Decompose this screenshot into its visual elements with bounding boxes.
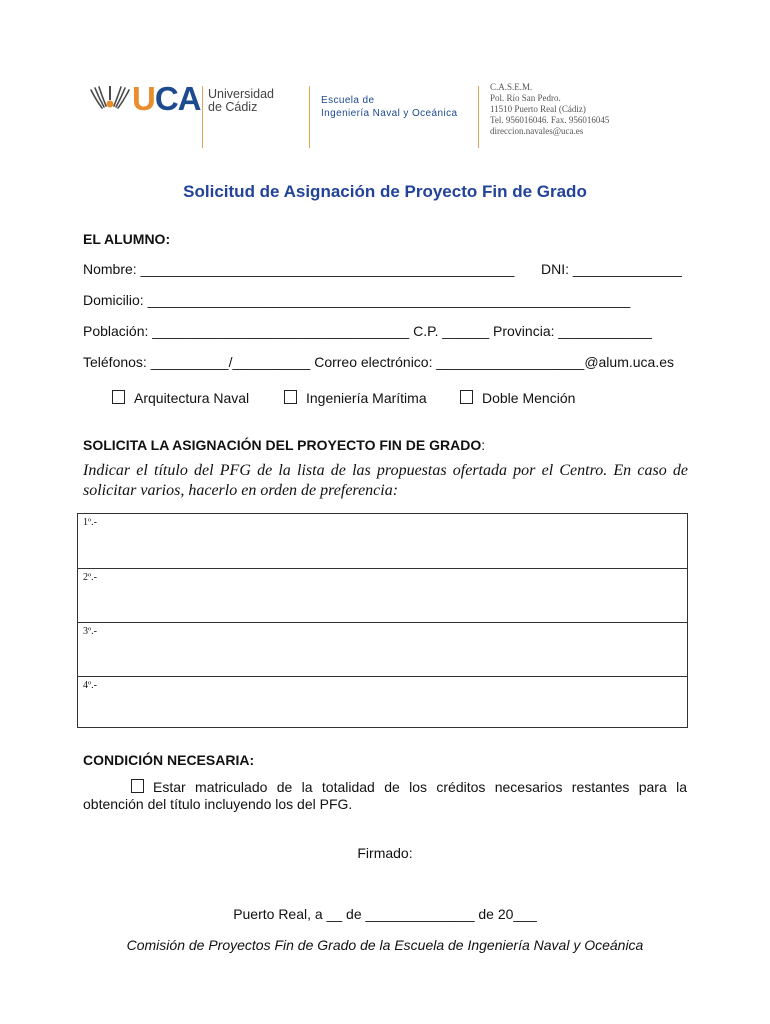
option-ingenieria-maritima[interactable]: Ingeniería Marítima bbox=[284, 390, 427, 406]
header-divider bbox=[478, 86, 479, 148]
option-doble-mencion[interactable]: Doble Mención bbox=[460, 390, 575, 406]
footer-text: Comisión de Proyectos Fin de Grado de la Escuela de Ingeniería Naval y Oceánica bbox=[126, 937, 644, 953]
preference-label: 2º.- bbox=[83, 572, 97, 583]
header-divider bbox=[309, 86, 310, 148]
document-title: Solicitud de Asignación de Proyecto Fin de Grado bbox=[183, 182, 587, 201]
preference-row[interactable] bbox=[78, 568, 687, 622]
nombre-field[interactable]: Nombre: ________________________________________________ bbox=[83, 261, 515, 277]
telefonos-field[interactable]: Teléfonos: __________/__________ Correo electrónico: ___________________@alum.uca.es bbox=[83, 354, 675, 370]
alumno-heading: EL ALUMNO: bbox=[83, 231, 171, 247]
firmado-label: Firmado: bbox=[357, 845, 413, 861]
checkbox-icon[interactable] bbox=[460, 390, 473, 404]
university-name: Universidad de Cádiz bbox=[208, 87, 275, 114]
uca-logo: UCA bbox=[132, 80, 201, 117]
school-name: Escuela de Ingeniería Naval y Oceánica bbox=[321, 95, 458, 119]
preference-row[interactable] bbox=[78, 514, 687, 568]
checkbox-icon[interactable] bbox=[284, 390, 297, 404]
preference-row[interactable] bbox=[78, 622, 687, 676]
preferences-table bbox=[77, 513, 688, 728]
preference-label: 1º.- bbox=[83, 517, 97, 528]
preference-label: 3º.- bbox=[83, 626, 97, 637]
dni-field[interactable]: DNI: ______________ bbox=[541, 261, 682, 277]
checkbox-icon[interactable] bbox=[112, 390, 125, 404]
checkbox-icon[interactable] bbox=[131, 779, 144, 793]
solicita-instruction: Indicar el título del PFG de la lista de las propuestas ofertada por el Centro. En caso de solicitar varios, hacerlo en orden de preferencia: bbox=[83, 462, 688, 499]
header-divider bbox=[202, 86, 203, 148]
domicilio-field[interactable]: Domicilio: ______________________________________________________________ bbox=[83, 292, 631, 308]
university-emblem-icon bbox=[88, 80, 132, 114]
preference-label: 4º.- bbox=[83, 680, 97, 691]
condicion-text: Estar matriculado de la totalidad de los créditos necesarios restantes para la obtención del título incluyendo los del PFG. bbox=[83, 779, 687, 812]
fecha-line[interactable]: Puerto Real, a __ de ______________ de 20___ bbox=[233, 906, 537, 922]
solicita-heading: SOLICITA LA ASIGNACIÓN DEL PROYECTO FIN DE GRADO: bbox=[83, 437, 486, 453]
casem-address: C.A.S.E.M. Pol. Río San Pedro. 11510 Puerto Real (Cádiz) Tel. 956016046. Fax. 956016045 direccion.navales@uca.es bbox=[490, 82, 610, 136]
condicion-heading: CONDICIÓN NECESARIA: bbox=[83, 752, 255, 768]
preference-row[interactable] bbox=[78, 676, 687, 727]
option-arquitectura-naval[interactable]: Arquitectura Naval bbox=[112, 390, 249, 406]
poblacion-field[interactable]: Población: _________________________________ C.P. ______ Provincia: ____________ bbox=[83, 323, 652, 339]
